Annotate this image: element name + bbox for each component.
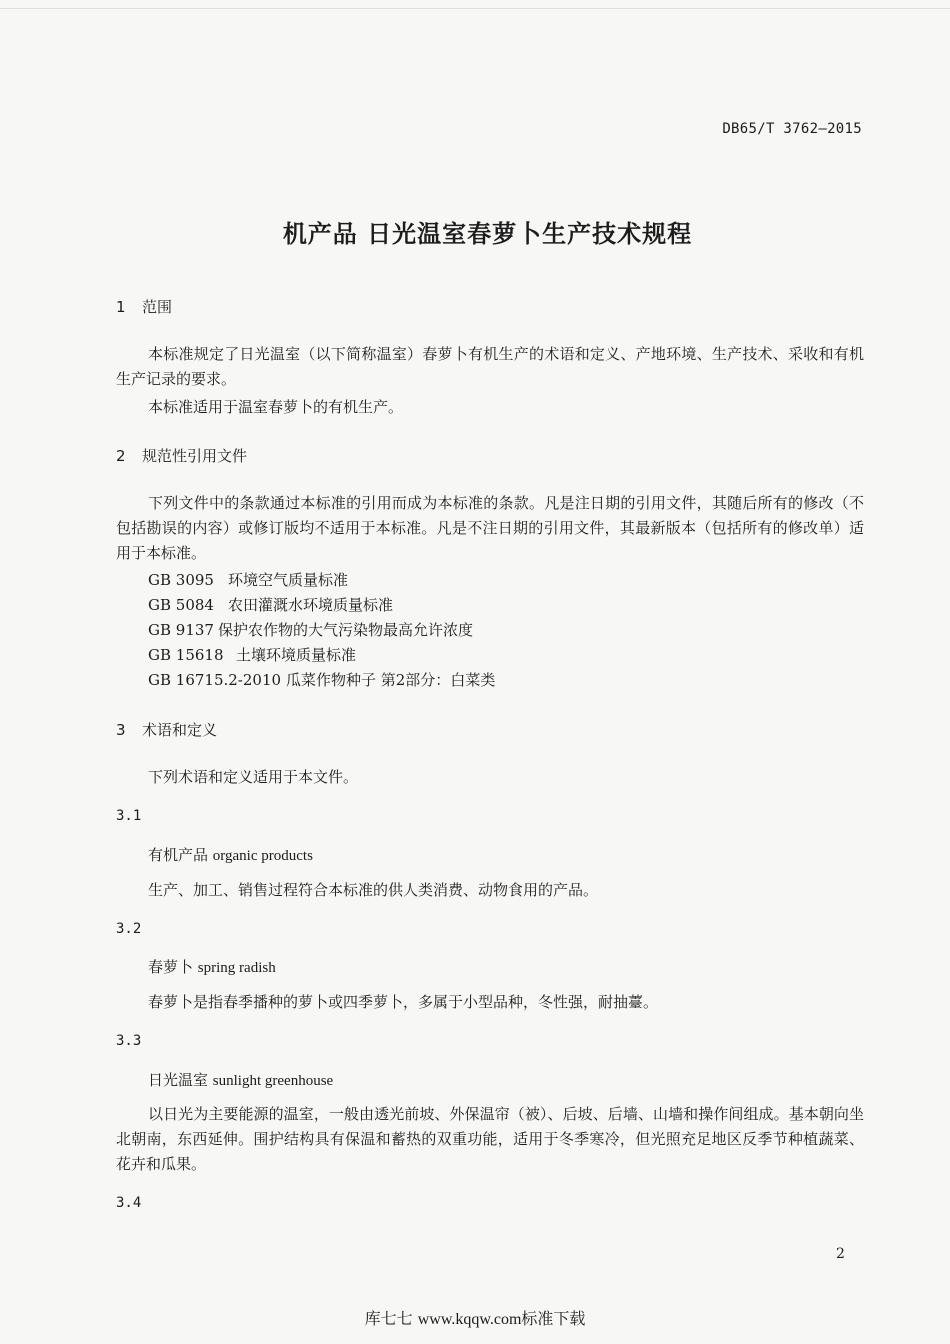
reference-item (148, 619, 473, 640)
section-number: 1 (116, 298, 126, 316)
section-title: 规范性引用文件 (142, 447, 248, 465)
standard-code: DB65/T 3762—2015 (722, 121, 862, 137)
reference-title: 瓜菜作物种子 第2部分：白菜类 (286, 671, 496, 689)
term-definition: 以日光为主要能源的温室，一般由透光前坡、外保温帘（被）、后坡、后墙、山墙和操作间组成。基本朝向坐北朝南，东西延伸。围护结构具有保温和蓄热的双重功能，适用于冬季寒冷，但光照充足地区反季节种植蔬菜、花卉和瓜果。 (116, 1105, 864, 1173)
footer-suffix: 标准下载 (521, 1309, 586, 1328)
term-heading (148, 844, 313, 865)
subsection-number: 3.2 (116, 921, 142, 937)
reference-title: 土壤环境质量标准 (236, 646, 357, 664)
section-number: 2 (116, 447, 126, 465)
section-title: 范围 (142, 298, 173, 316)
footer-link[interactable]: www.kqqw.com (417, 1311, 522, 1328)
paragraph: 本标准规定了日光温室（以下简称温室）春萝卜有机生产的术语和定义、产地环境、生产技术、采收和有机生产记录的要求。 (116, 345, 864, 388)
term-en: sunlight greenhouse (212, 1073, 334, 1089)
document-title: 机产品 日光温室春萝卜生产技术规程 (282, 220, 693, 248)
term-en: spring radish (197, 960, 276, 976)
term-definition: 春萝卜是指春季播种的萝卜或四季萝卜，多属于小型品种，冬性强，耐抽薹。 (148, 993, 659, 1011)
term-zh: 有机产品 (148, 846, 209, 864)
subsection-number: 3.4 (116, 1195, 142, 1211)
footer-watermark (0, 1306, 950, 1329)
reference-code: GB 15618 (148, 646, 224, 664)
paragraph: 下列术语和定义适用于本文件。 (148, 768, 359, 786)
reference-code: GB 3095 (148, 571, 214, 589)
term-en: organic products (212, 848, 313, 864)
section-3-heading (116, 719, 217, 740)
paragraph: 本标准适用于温室春萝卜的有机生产。 (148, 398, 404, 416)
term-heading (148, 956, 276, 977)
term-zh: 日光温室 (148, 1071, 209, 1089)
page-number: 2 (836, 1246, 845, 1262)
reference-item (148, 644, 356, 665)
paragraph: 下列文件中的条款通过本标准的引用而成为本标准的条款。凡是注日期的引用文件，其随后所有的修改（不包括勘误的内容）或修订版均不适用于本标准。凡是不注日期的引用文件，其最新版本（包括所有的修改单）适用于本标准。 (116, 494, 864, 562)
section-number: 3 (116, 721, 126, 739)
term-definition: 生产、加工、销售过程符合本标准的供人类消费、动物食用的产品。 (148, 881, 599, 899)
subsection-number: 3.1 (116, 808, 142, 824)
reference-code: GB 5084 (148, 596, 214, 614)
reference-title: 环境空气质量标准 (228, 571, 349, 589)
reference-code: GB 9137 (148, 621, 214, 639)
reference-title: 保护农作物的大气污染物最高允许浓度 (218, 621, 474, 639)
section-1-heading (116, 296, 172, 317)
reference-item (148, 669, 495, 690)
scan-edge (0, 8, 950, 9)
reference-item (148, 569, 348, 590)
reference-title: 农田灌溉水环境质量标准 (228, 596, 394, 614)
reference-code: GB 16715.2-2010 (148, 671, 282, 689)
section-2-heading (116, 445, 247, 466)
term-heading (148, 1069, 333, 1090)
footer-site-name: 库七七 (364, 1309, 413, 1328)
term-zh: 春萝卜 (148, 958, 194, 976)
section-title: 术语和定义 (142, 721, 218, 739)
subsection-number: 3.3 (116, 1033, 142, 1049)
reference-item (148, 594, 393, 615)
